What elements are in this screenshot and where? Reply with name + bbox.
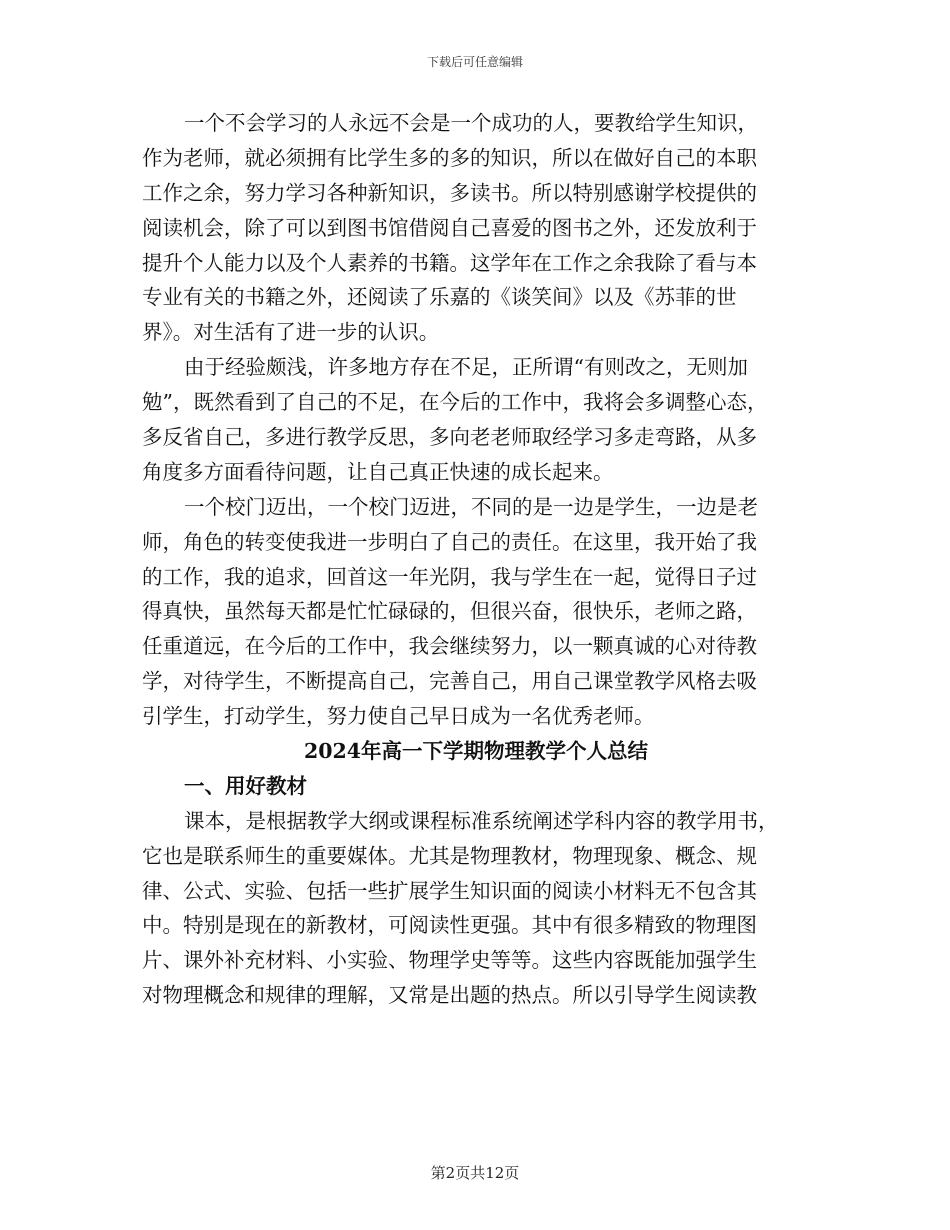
paragraph-line: 提升个人能力以及个人素养的书籍。这学年在工作之余我除了看与本 <box>142 250 757 275</box>
paragraph-line: 多反省自己，多进行教学反思，多向老老师取经学习多走弯路，从多 <box>142 425 757 450</box>
paragraph-line: 对物理概念和规律的理解，又常是出题的热点。所以引导学生阅读教 <box>142 983 757 1008</box>
paragraph-line: 学，对待学生，不断提高自己，完善自己，用自己课堂教学风格去吸 <box>142 669 757 694</box>
paragraph-line: 课本，是根据教学大纲或课程标准系统阐述学科内容的教学用书， <box>184 808 779 833</box>
paragraph-line: 中。特别是现在的新教材，可阅读性更强。其中有很多精致的物理图 <box>142 913 757 938</box>
paragraph-line: 作为老师，就必须拥有比学生多的多的知识，所以在做好自己的本职 <box>142 145 757 170</box>
paragraph-line: 专业有关的书籍之外，还阅读了乐嘉的《谈笑间》以及《苏菲的世 <box>142 285 737 310</box>
section-title: 2024年高一下学期物理教学个人总结 <box>303 739 649 764</box>
paragraph-line: 师，角色的转变使我进一步明白了自己的责任。在这里，我开始了我 <box>142 529 757 554</box>
paragraph-line: 的工作，我的追求，回首这一年光阴，我与学生在一起，觉得日子过 <box>142 564 757 589</box>
paragraph-line: 片、课外补充材料、小实验、物理学史等等。这些内容既能加强学生 <box>142 948 757 973</box>
paragraph-line: 勉”，既然看到了自己的不足，在今后的工作中，我将会多调整心态， <box>142 390 768 415</box>
paragraph-line: 任重道远，在今后的工作中，我会继续努力，以一颗真诚的心对待教 <box>142 634 757 659</box>
page-number: 第2页共12页 <box>430 1164 520 1182</box>
paragraph-line: 得真快，虽然每天都是忙忙碌碌的，但很兴奋，很快乐，老师之路， <box>142 599 757 624</box>
document-body <box>142 106 810 1013</box>
paragraph-line: 律、公式、实验、包括一些扩展学生知识面的阅读小材料无不包含其 <box>142 878 757 903</box>
section-heading: 一、用好教材 <box>184 773 307 798</box>
paragraph-line: 由于经验颇浅，许多地方存在不足，正所谓“有则改之，无则加 <box>184 355 748 380</box>
paragraph-line: 阅读机会，除了可以到图书馆借阅自己喜爱的图书之外，还发放利于 <box>142 215 757 240</box>
paragraph-line: 工作之余，努力学习各种新知识，多读书。所以特别感谢学校提供的 <box>142 180 757 205</box>
paragraph-line: 界》。对生活有了进一步的认识。 <box>142 320 440 345</box>
page-header-note: 下载后可任意编辑 <box>426 55 523 69</box>
paragraph-line: 一个不会学习的人永远不会是一个成功的人，要教给学生知识， <box>184 111 758 135</box>
paragraph-line: 它也是联系师生的重要媒体。尤其是物理教材，物理现象、概念、规 <box>142 843 757 868</box>
paragraph-line: 角度多方面看待问题，让自己真正快速的成长起来。 <box>142 459 614 484</box>
paragraph-line: 一个校门迈出，一个校门迈进，不同的是一边是学生，一边是老 <box>184 494 758 519</box>
paragraph-line: 引学生，打动学生，努力使自己早日成为一名优秀老师。 <box>142 704 655 729</box>
